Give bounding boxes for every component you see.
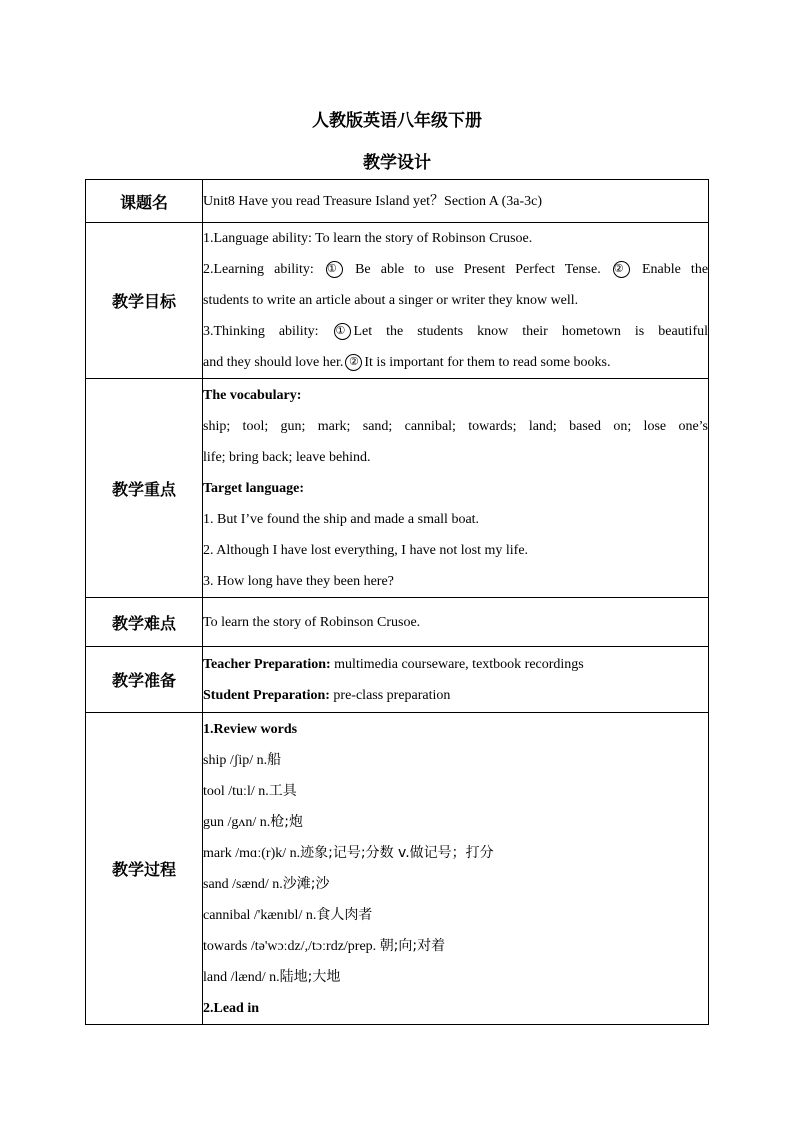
keypoints-row <box>86 379 709 598</box>
goal-language: 1.Language ability: To learn the story of Robinson Crusoe. <box>203 231 533 246</box>
vocab-entry-zh: 朝;向;对着 <box>379 937 446 954</box>
goal-thinking-label: 3.Thinking ability: <box>203 324 319 339</box>
vocab-entry-en: ship /ʃip/ n. <box>203 752 268 768</box>
vocab-entry-zh: 食人肉者 <box>316 906 373 923</box>
goals-row <box>86 223 709 379</box>
circled-two-marker: ② <box>345 354 362 371</box>
target-sentence-1: 1. But I’ve found the ship and made a small boat. <box>203 511 480 527</box>
document-subtitle: 教学设计 <box>363 153 431 173</box>
lesson-plan-table <box>85 179 709 1025</box>
keypoints-cell <box>203 379 709 598</box>
teacher-preparation-text: multimedia courseware, textbook recordings <box>334 656 584 672</box>
topic-cell <box>203 180 709 223</box>
target-sentence-2: 2. Although I have lost everything, I have not lost my life. <box>203 542 529 558</box>
vocab-entry-en: cannibal /'kænɪbl/ n. <box>203 907 317 923</box>
vocab-entry-en: towards /tə'wɔːdz/,/tɔːrdz/prep. <box>203 938 377 954</box>
student-preparation-label: Student Preparation: <box>203 687 330 703</box>
circled-two-marker: ② <box>613 261 630 278</box>
circled-one-marker: ① <box>334 323 351 340</box>
difficulty-cell <box>203 598 709 647</box>
vocab-entry-zh: 船 <box>267 751 282 768</box>
student-preparation-text: pre-class preparation <box>333 687 451 703</box>
goal-learning-item1: Be able to use Present Perfect Tense. <box>355 262 601 277</box>
goals-label: 教学目标 <box>86 223 203 379</box>
goals-cell <box>203 223 709 379</box>
goal-thinking-item1: Let the students know their hometown is beautiful <box>353 324 709 339</box>
vocab-entry <box>203 900 708 931</box>
vocab-entry-zh: 沙滩;沙 <box>282 875 330 892</box>
vocabulary-heading: The vocabulary: <box>203 387 302 403</box>
circled-one-marker: ① <box>326 261 343 278</box>
difficulty-text: To learn the story of Robinson Crusoe. <box>203 614 421 630</box>
document-title: 人教版英语八年级下册 <box>312 111 482 131</box>
preparation-label: 教学准备 <box>86 647 203 713</box>
process-row <box>86 713 709 1025</box>
vocab-entry-en: gun /gʌn/ n. <box>203 814 271 830</box>
process-cell <box>203 713 709 1025</box>
goal-learning <box>203 254 708 285</box>
vocabulary-list: ship; tool; gun; mark; sand; cannibal; towards; land; based on; lose one’s <box>203 418 708 434</box>
goal-thinking <box>203 316 708 347</box>
teacher-preparation <box>203 649 708 680</box>
vocab-entry <box>203 807 708 838</box>
vocab-entry-en: mark /mɑː(r)k/ n. <box>203 845 301 861</box>
goal-learning-cont: students to write an article about a singer or writer they know well. <box>203 293 579 308</box>
goal-learning-label: 2.Learning ability: <box>203 262 314 277</box>
vocab-entry-en: land /lænd/ n. <box>203 969 280 985</box>
difficulty-label: 教学难点 <box>86 598 203 647</box>
review-words-heading: 1.Review words <box>203 721 298 737</box>
target-sentence-3: 3. How long have they been here? <box>203 573 394 589</box>
vocab-entry-zh: 枪;炮 <box>270 813 303 830</box>
vocab-entry <box>203 776 708 807</box>
vocab-entry <box>203 869 708 900</box>
target-language-heading: Target language: <box>203 480 304 496</box>
vocab-entry <box>203 962 708 993</box>
teacher-preparation-label: Teacher Preparation: <box>203 656 331 672</box>
topic-label: 课题名 <box>86 180 203 223</box>
vocab-entry <box>203 838 708 869</box>
preparation-cell <box>203 647 709 713</box>
goal-thinking-cont <box>203 347 708 378</box>
goal-learning-item2: Enable the <box>641 262 709 277</box>
vocab-entry-zh: 工具 <box>268 782 297 799</box>
keypoints-label: 教学重点 <box>86 379 203 598</box>
lead-in-heading: 2.Lead in <box>203 1000 260 1016</box>
process-label: 教学过程 <box>86 713 203 1025</box>
topic-text: Unit8 Have you read Treasure Island yet？Section A (3a-3c) <box>203 193 543 209</box>
preparation-row <box>86 647 709 713</box>
topic-row <box>86 180 709 223</box>
difficulty-row <box>86 598 709 647</box>
vocab-entry-zh: 迹象;记号;分数 v.做记号；打分 <box>300 844 494 861</box>
vocab-entry-en: sand /sænd/ n. <box>203 876 283 892</box>
vocab-entry <box>203 745 708 776</box>
vocab-entry-en: tool /tuːl/ n. <box>203 783 269 799</box>
goal-thinking-item1-cont: and they should love her. <box>203 355 344 370</box>
goal-thinking-item2: It is important for them to read some books. <box>364 355 611 370</box>
vocab-entry-zh: 陆地;大地 <box>279 968 341 985</box>
vocabulary-list-cont: life; bring back; leave behind. <box>203 449 371 465</box>
student-preparation <box>203 680 708 711</box>
vocab-entry <box>203 931 708 962</box>
